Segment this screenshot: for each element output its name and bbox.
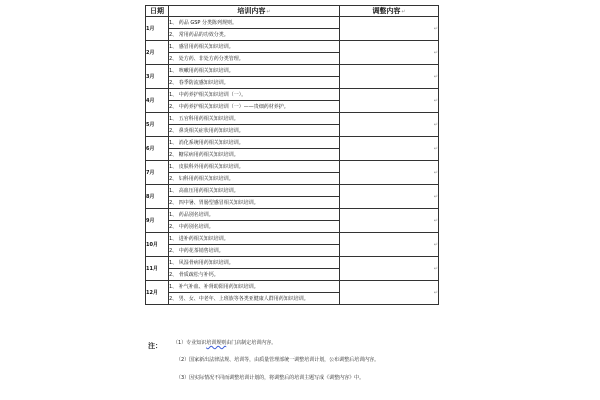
paragraph-mark: ↵: [433, 169, 438, 176]
training-item: 2、 男、女、中老年、上班族等各类亚健康人群用药知识培训。: [169, 293, 340, 305]
adjust-cell: [340, 113, 439, 137]
paragraph-mark: ↵: [433, 241, 438, 248]
paragraph-mark: ↵: [433, 121, 438, 128]
month-cell: 3月: [146, 65, 169, 89]
header-content: 培训内容↵: [169, 6, 340, 17]
adjust-cell: [340, 233, 439, 257]
paragraph-mark: ↵: [433, 289, 438, 296]
training-item: 1、 风湿骨病用药知识培训。: [169, 257, 340, 269]
table-body: [146, 17, 439, 305]
training-item: 1、 咳嗽用药相关知识培训。: [169, 65, 340, 77]
note-1: （1）专业知识培训规则由门店制定培训内容。: [173, 340, 277, 346]
paragraph-mark: ↵: [433, 145, 438, 152]
training-item: 1、 进补药相关知识培训。: [169, 233, 340, 245]
paragraph-mark: ↵: [433, 265, 438, 272]
table-row: [146, 41, 439, 53]
adjust-cell: [340, 65, 439, 89]
adjust-cell: [340, 257, 439, 281]
training-item: 2、 中药花茶销售培训。: [169, 245, 340, 257]
month-cell: 1月: [146, 17, 169, 41]
table-row: [146, 65, 439, 77]
table-row: [146, 185, 439, 197]
month-cell: 12月: [146, 281, 169, 305]
month-cell: 10月: [146, 233, 169, 257]
training-item: 2、 糖尿病用药相关知识培训。: [169, 149, 340, 161]
training-item: 2、 中药养护相关知识培训（一）——贵细药材养护。: [169, 101, 340, 113]
month-cell: 2月: [146, 41, 169, 65]
month-cell: 8月: [146, 185, 169, 209]
training-item: 1、 消化系统用药相关知识培训。: [169, 137, 340, 149]
training-item: 2、 鼻炎相关症状用药知识培训。: [169, 125, 340, 137]
header-month: 日期: [146, 6, 169, 17]
table-header-row: [146, 6, 439, 17]
month-cell: 5月: [146, 113, 169, 137]
table-row: [146, 113, 439, 125]
adjust-cell: [340, 209, 439, 233]
training-plan-table: [145, 5, 439, 305]
adjust-cell: [340, 185, 439, 209]
table-row: [146, 17, 439, 29]
adjust-cell: [340, 137, 439, 161]
training-item: 1、 中药养护相关知识培训（一）。: [169, 89, 340, 101]
paragraph-mark: ↵: [433, 73, 438, 80]
adjust-cell: [340, 161, 439, 185]
training-item: 1、 补气补血、补肾助阳用药知识培训。: [169, 281, 340, 293]
month-cell: 9月: [146, 209, 169, 233]
table-row: [146, 161, 439, 173]
table-row: [146, 89, 439, 101]
paragraph-mark: ↵: [433, 217, 438, 224]
training-item: 2、 四中暑、胃肠型感冒相关知识培训。: [169, 197, 340, 209]
training-item: 1、 皮肤科外用药相关知识培训。: [169, 161, 340, 173]
month-cell: 6月: [146, 137, 169, 161]
month-cell: 7月: [146, 161, 169, 185]
table-row: [146, 233, 439, 245]
table-row: [146, 209, 439, 221]
training-item: 2、 妇科用药相关知识培训。: [169, 173, 340, 185]
note-3: （3）因实际情况不同而调整培训计划的，将调整后的培训主题写成《调整内容》中。: [176, 375, 365, 381]
header-adjust: 调整内容↵: [340, 6, 439, 17]
month-cell: 11月: [146, 257, 169, 281]
paragraph-mark: ↵: [433, 193, 438, 200]
training-item: 1、 感冒用药相关知识培训。: [169, 41, 340, 53]
paragraph-mark: ↵: [433, 25, 438, 32]
training-item: 1、 五官科用药相关知识培训。: [169, 113, 340, 125]
training-item: 2、 骨质疏松与补钙。: [169, 269, 340, 281]
training-item: 1、 药品 GSP 分类陈列规则。: [169, 17, 340, 29]
training-item: 2、 常用药品的功效分类。: [169, 29, 340, 41]
training-item: 1、 药品别名培训。: [169, 209, 340, 221]
training-item: 2、 处方药、非处方药分类管理。: [169, 53, 340, 65]
adjust-cell: [340, 281, 439, 305]
paragraph-mark: ↵: [433, 49, 438, 56]
training-item: 2、 春季防流感知识培训。: [169, 77, 340, 89]
training-item: 1、 高血压用药相关知识培训。: [169, 185, 340, 197]
table-row: [146, 137, 439, 149]
adjust-cell: [340, 89, 439, 113]
table-row: [146, 257, 439, 269]
adjust-cell: [340, 17, 439, 41]
adjust-cell: [340, 41, 439, 65]
paragraph-mark: ↵: [433, 97, 438, 104]
notes-label: 注：: [148, 342, 162, 350]
table-row: [146, 281, 439, 293]
month-cell: 4月: [146, 89, 169, 113]
note-2: （2）国家新出法律法规、培训等，由质量管理部统一调整培训计划，公布调整后培训内容。: [176, 357, 380, 363]
training-item: 2、 中药别名培训。: [169, 221, 340, 233]
